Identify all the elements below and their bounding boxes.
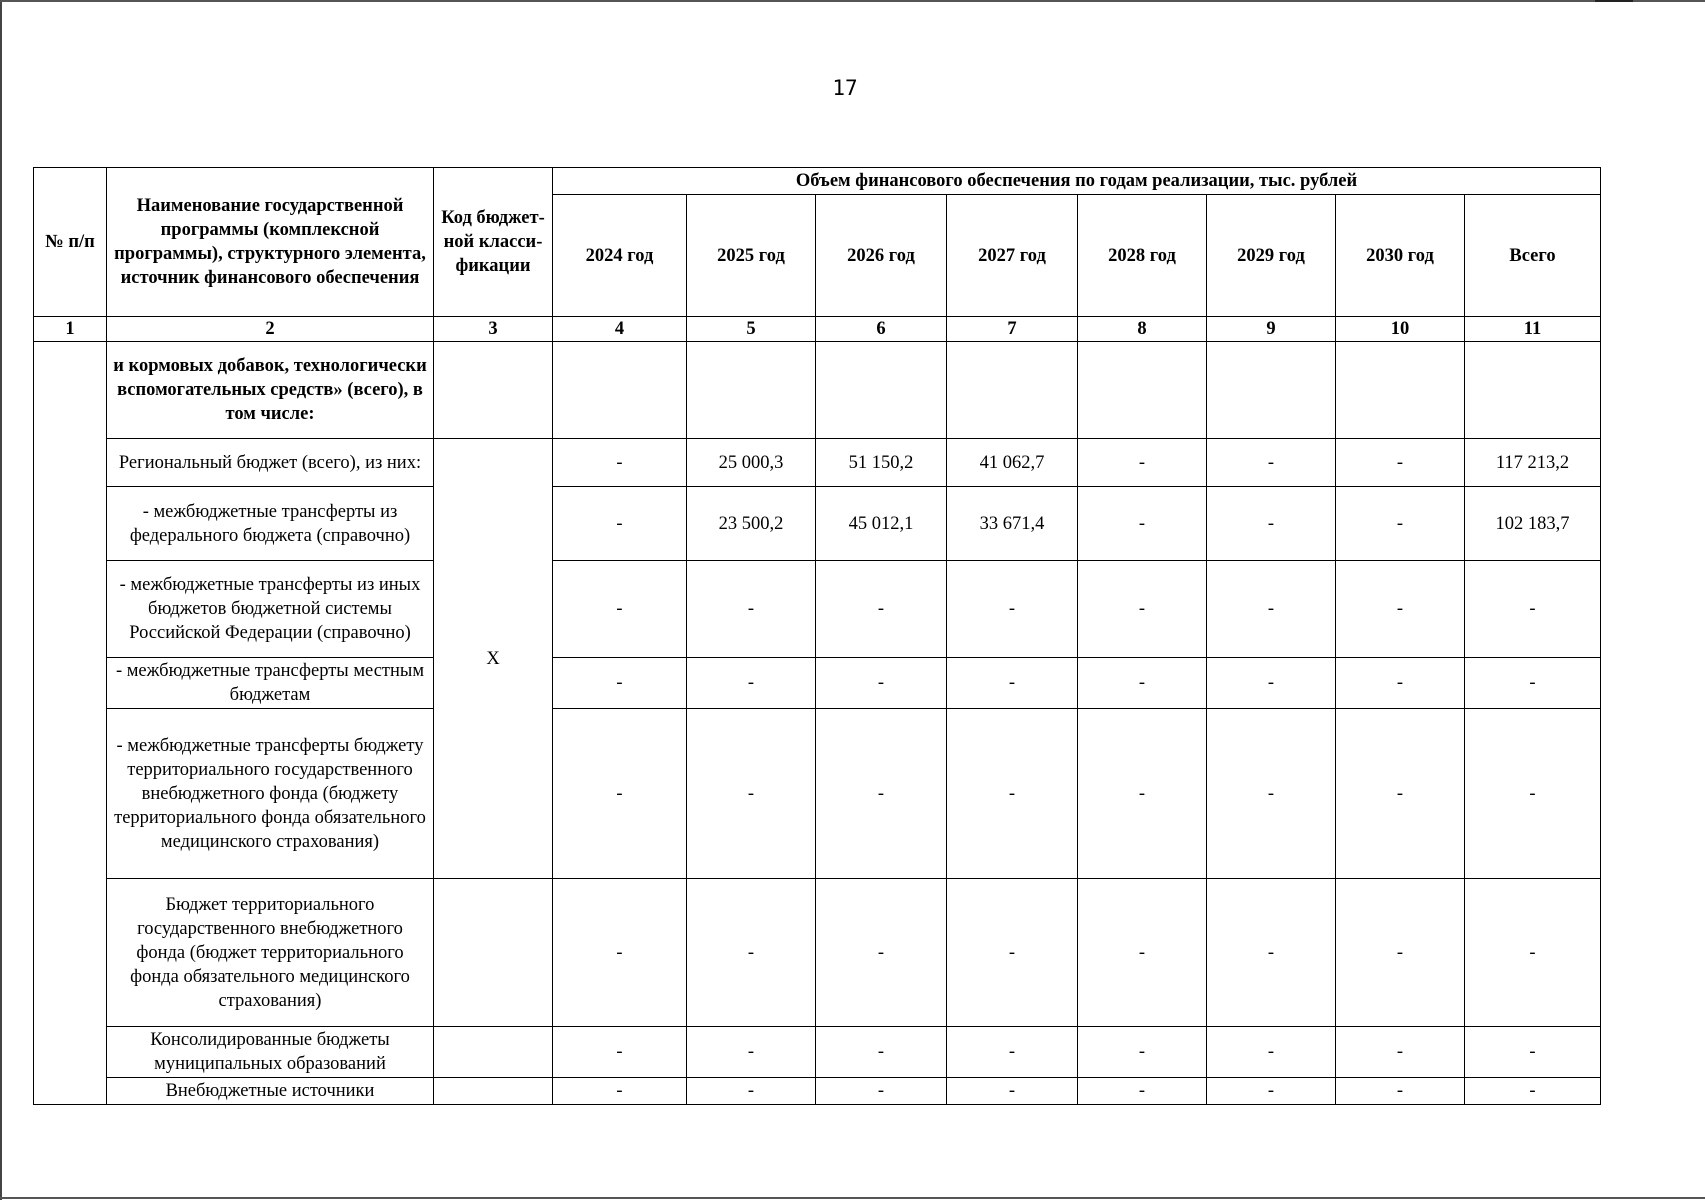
value-cell: - [687,561,816,658]
column-number: 7 [947,317,1078,342]
row-name: Внебюджетные источники [107,1078,434,1105]
value-cell [1336,342,1465,439]
header-year-2024: 2024 год [553,195,687,317]
value-cell: 117 213,2 [1465,439,1601,487]
value-cell [1465,342,1601,439]
value-cell: - [947,709,1078,879]
value-cell: - [1078,658,1207,709]
value-cell: - [947,1078,1078,1105]
value-cell [553,342,687,439]
table-row [34,439,1601,487]
financing-table [33,167,1601,1105]
value-cell: - [1207,439,1336,487]
value-cell: - [687,879,816,1027]
code-cell [434,1078,553,1105]
value-cell: - [816,1027,947,1078]
column-number: 2 [107,317,434,342]
table-row [34,1027,1601,1078]
table-row [34,879,1601,1027]
value-cell: - [1078,1078,1207,1105]
value-cell: - [816,879,947,1027]
column-numbers-row [34,317,1601,342]
value-cell: - [816,658,947,709]
value-cell [1207,342,1336,439]
value-cell: - [1078,439,1207,487]
value-cell: - [1465,658,1601,709]
value-cell: - [1336,1027,1465,1078]
value-cell: - [1336,439,1465,487]
value-cell [687,342,816,439]
value-cell: - [947,879,1078,1027]
scan-edge-top [0,0,1705,2]
page-number: 17 [832,76,858,100]
row-name: и кормовых добавок, технологически вспомогательных средств» (всего), в том числе: [107,342,434,439]
code-cell: Х [434,439,553,879]
column-number: 3 [434,317,553,342]
value-cell: - [816,1078,947,1105]
header-year-2028: 2028 год [1078,195,1207,317]
column-number: 5 [687,317,816,342]
value-cell: - [553,709,687,879]
value-cell: 23 500,2 [687,487,816,561]
header-year-2029: 2029 год [1207,195,1336,317]
header-year-2026: 2026 год [816,195,947,317]
row-name: Консолидированные бюджеты муниципальных образований [107,1027,434,1078]
value-cell: - [1207,1027,1336,1078]
value-cell: - [1207,1078,1336,1105]
column-number: 8 [1078,317,1207,342]
table-row [34,561,1601,658]
value-cell: - [553,439,687,487]
value-cell: - [687,709,816,879]
table-row [34,487,1601,561]
table-row [34,342,1601,439]
header-total: Всего [1465,195,1601,317]
column-number: 4 [553,317,687,342]
value-cell: - [1336,487,1465,561]
value-cell: - [553,1027,687,1078]
header-name: Наименование государственной программы (комплексной программы), структурного элемента, источник финансового обеспечения [107,168,434,317]
value-cell: 102 183,7 [1465,487,1601,561]
value-cell: - [1336,658,1465,709]
scan-mark [1595,0,1633,2]
value-cell [1078,342,1207,439]
value-cell: - [687,658,816,709]
value-cell: - [1078,879,1207,1027]
value-cell: - [1207,561,1336,658]
value-cell: - [1465,1027,1601,1078]
value-cell: - [1078,487,1207,561]
header-year-2025: 2025 год [687,195,816,317]
value-cell: - [553,658,687,709]
value-cell: - [1207,709,1336,879]
value-cell: 45 012,1 [816,487,947,561]
value-cell: 33 671,4 [947,487,1078,561]
value-cell: - [1336,879,1465,1027]
header-volume: Объем финансового обеспечения по годам реализации, тыс. рублей [553,168,1601,195]
column-number: 1 [34,317,107,342]
value-cell [947,342,1078,439]
header-num: № п/п [34,168,107,317]
column-number: 11 [1465,317,1601,342]
row-name: - межбюджетные трансферты из иных бюджетов бюджетной системы Российской Федерации (справочно) [107,561,434,658]
value-cell [816,342,947,439]
value-cell: - [816,561,947,658]
value-cell: - [1336,1078,1465,1105]
value-cell: - [687,1027,816,1078]
value-cell: 25 000,3 [687,439,816,487]
scan-edge-bottom [0,1197,1705,1199]
scan-edge-left [0,0,2,1200]
row-name: Бюджет территориального государственного внебюджетного фонда (бюджет территориального фонда обязательного медицинского страхования) [107,879,434,1027]
value-cell: 41 062,7 [947,439,1078,487]
value-cell: - [1207,879,1336,1027]
value-cell: - [1336,561,1465,658]
value-cell: - [1465,879,1601,1027]
column-number: 10 [1336,317,1465,342]
code-cell [434,879,553,1027]
row-name: Региональный бюджет (всего), из них: [107,439,434,487]
value-cell: - [816,709,947,879]
value-cell: - [947,561,1078,658]
row-number-cell [34,342,107,1105]
value-cell: - [947,1027,1078,1078]
table-row [34,1078,1601,1105]
value-cell: - [947,658,1078,709]
value-cell: - [1078,561,1207,658]
value-cell: - [1336,709,1465,879]
header-code: Код бюджет-ной класси-фикации [434,168,553,317]
value-cell: - [553,879,687,1027]
value-cell: - [1078,709,1207,879]
code-cell [434,1027,553,1078]
value-cell: - [1207,658,1336,709]
value-cell: - [1465,709,1601,879]
value-cell: - [687,1078,816,1105]
row-name: - межбюджетные трансферты местным бюджетам [107,658,434,709]
value-cell: - [1465,561,1601,658]
row-name: - межбюджетные трансферты бюджету территориального государственного внебюджетного фонда (бюджету территориального фонда обязательного медицинского страхования) [107,709,434,879]
value-cell: - [553,561,687,658]
value-cell: - [1078,1027,1207,1078]
table-row [34,658,1601,709]
table-row [34,709,1601,879]
value-cell: - [1207,487,1336,561]
row-name: - межбюджетные трансферты из федерального бюджета (справочно) [107,487,434,561]
header-year-2030: 2030 год [1336,195,1465,317]
code-cell [434,342,553,439]
header-year-2027: 2027 год [947,195,1078,317]
value-cell: - [553,1078,687,1105]
value-cell: - [553,487,687,561]
column-number: 6 [816,317,947,342]
value-cell: - [1465,1078,1601,1105]
value-cell: 51 150,2 [816,439,947,487]
column-number: 9 [1207,317,1336,342]
